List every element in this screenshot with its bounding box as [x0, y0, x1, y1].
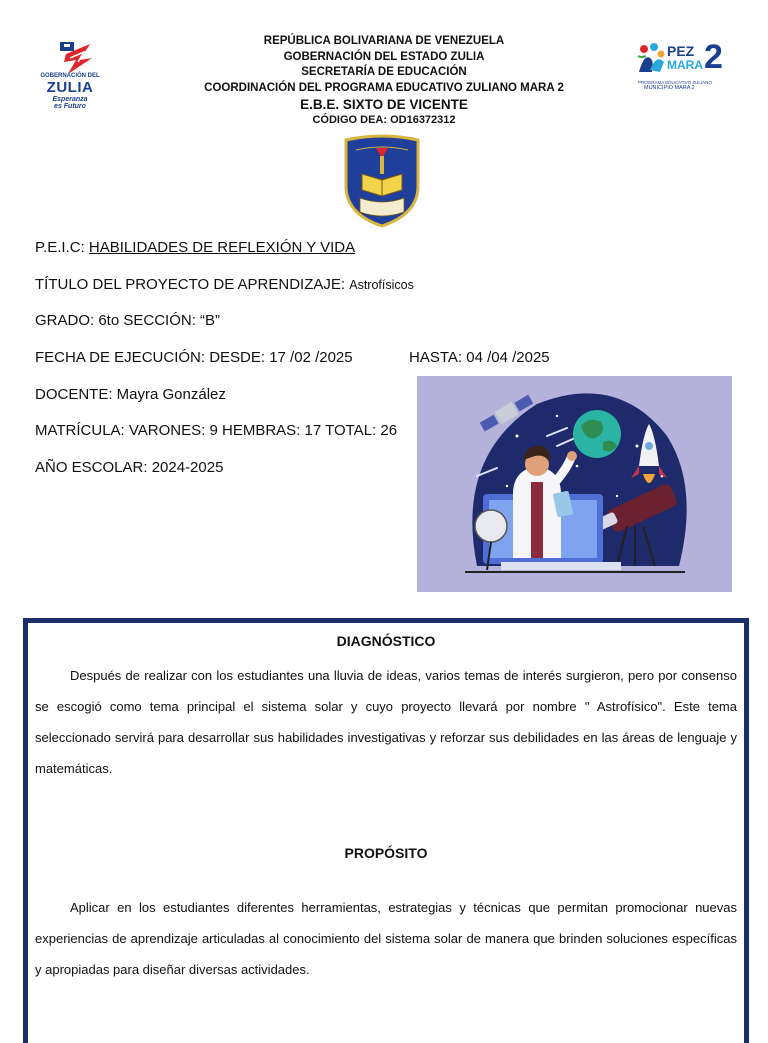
project-title-label: TÍTULO DEL PROYECTO DE APRENDIZAJE:: [35, 276, 350, 293]
logo-number: 2: [704, 38, 723, 76]
grade-section: GRADO: 6to SECCIÓN: “B”: [35, 312, 221, 329]
logo-slogan-line2: es Futuro: [54, 103, 86, 110]
proposito-text: Aplicar en los estudiantes diferentes herramientas, estrategias y técnicas que permitan promocionar nuevas experiencias de aprendizaje articuladas al conocimiento del sistema solar de manera que brinden soluciones específicas y apropiadas para diseñar diversas actividades.: [35, 900, 737, 977]
diagnostic-purpose-box: [23, 618, 749, 1043]
logo-mara-text: MARA: [667, 58, 703, 72]
logo-small-line1: PROGRAMA EDUCATIVO ZULIANO: [638, 80, 712, 85]
project-title-value: Astrofísicos: [349, 278, 414, 292]
diagnostico-title: DIAGNÓSTICO: [336, 633, 436, 649]
astronomy-scientist-illustration: [417, 376, 732, 592]
logo-small-line2: MUNICIPIO MARA 2: [644, 85, 695, 91]
logo-pez-text: PEZ: [667, 43, 695, 59]
teacher: DOCENTE: Mayra González: [35, 386, 226, 403]
pez-mara-2-logo: [636, 38, 732, 96]
peic-value: HABILIDADES DE REFLEXIÓN Y VIDA: [88, 239, 356, 256]
peic-line: [35, 239, 355, 257]
header-line-2: GOBERNACIÓN DEL ESTADO ZULIA: [283, 50, 485, 63]
school-year: AÑO ESCOLAR: 2024-2025: [35, 459, 224, 476]
peic-label: P.E.I.C:: [35, 239, 89, 256]
execution-date-to: HASTA: 04 /04 /2025: [409, 349, 550, 366]
children-figures-icon: [636, 42, 668, 76]
logo-text-line1: GOBERNACIÓN DEL: [40, 73, 100, 79]
header-line-3: SECRETARÍA DE EDUCACIÓN: [301, 66, 467, 78]
execution-date-from: FECHA DE EJECUCIÓN: DESDE: 17 /02 /2025: [35, 349, 353, 366]
header-line-4: COORDINACIÓN DEL PROGRAMA EDUCATIVO ZULIANO MARA 2: [204, 81, 564, 94]
header-line-1: REPÚBLICA BOLIVARIANA DE VENEZUELA: [263, 35, 505, 47]
diagnostico-text: Después de realizar con los estudiantes una lluvia de ideas, varios temas de interés surgieron, pero por consenso se escogió como tema principal el sistema solar y cuyo proyecto llevará por nombre " Astrofísico". Este tema seleccionado servirá para desarrollar sus habilidades investigativas y reforzar sus debilidades en las áreas de lenguaje y matemáticas.: [35, 668, 737, 776]
logo-slogan-line1: Esperanza: [52, 96, 88, 103]
school-code: CÓDIGO DEA: OD16372312: [312, 114, 456, 126]
enrollment: MATRÍCULA: VARONES: 9 HEMBRAS: 17 TOTAL: 26: [35, 422, 398, 439]
space-scene-icon: [417, 376, 732, 592]
project-title-line: [35, 276, 414, 294]
school-crest-icon: [342, 134, 422, 228]
proposito-title: PROPÓSITO: [344, 845, 428, 861]
logo-text-zulia: ZULIA: [46, 79, 94, 96]
school-name: E.B.E. SIXTO DE VICENTE: [300, 97, 468, 112]
